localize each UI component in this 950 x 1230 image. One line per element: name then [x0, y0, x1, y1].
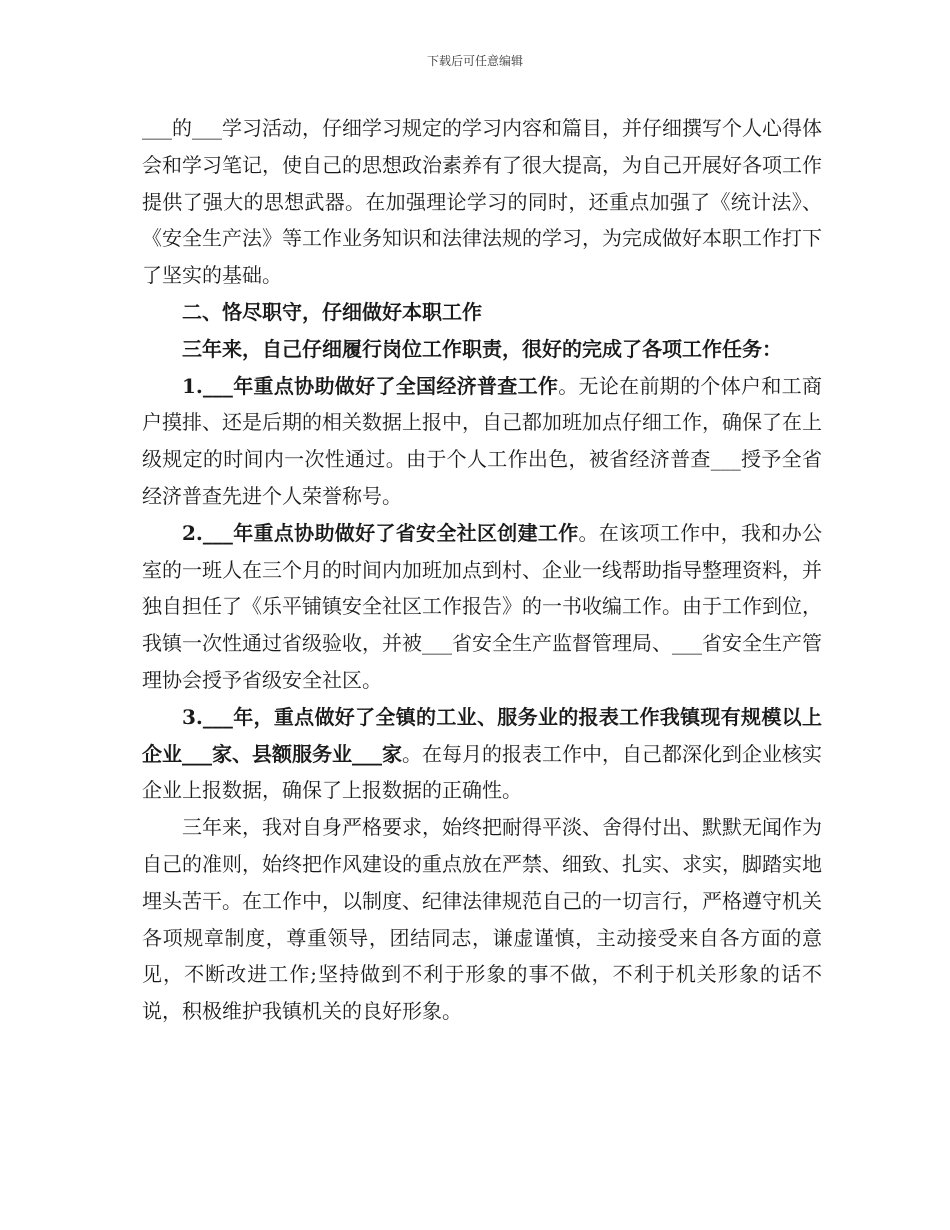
section-heading: 二、恪尽职守，仔细做好本职工作 [182, 299, 482, 324]
list-item-3-lead: 3.___年，重点做好了全镇的工业、服务业的报表工作我镇现有规模以上企业___家、县额服务业___家 [142, 704, 822, 766]
list-item-3-body: 。在每月的报表工作中，自己都深化到企业核实企业上报数据，确保了上报数据的正确性。 [142, 741, 822, 803]
list-item-1-lead: 1.___年重点协助做好了全国经济普查工作 [182, 373, 559, 398]
list-item-3 [142, 699, 822, 809]
list-item-1-body: 。无论在前期的个体户和工商户摸排、还是后期的相关数据上报中，自己都加班加点仔细工作，确保了在上级规定的时间内一次性通过。由于个人工作出色，被省经济普查___授予全省经济普查先进个人荣誉称号。 [142, 373, 822, 508]
document-body [142, 110, 822, 1030]
list-item-2-body: 。在该项工作中，我和办公室的一班人在三个月的时间内加班加点到村、企业一线帮助指导整理资料，并独自担任了《乐平铺镇安全社区工作报告》的一书收编工作。由于工作到位，我镇一次性通过省级验收，并被___省安全生产监督管理局、___省安全生产管理协会授予省级安全社区。 [142, 520, 823, 692]
list-item-2 [142, 515, 822, 699]
paragraph-conduct: 三年来，我对自身严格要求，始终把耐得平淡、舍得付出、默默无闻作为自己的准则，始终把作风建设的重点放在严禁、细致、扎实、求实，脚踏实地埋头苦干。在工作中，以制度、纪律法律规范自己的一切言行，严格遵守机关各项规章制度，尊重领导，团结同志，谦虚谨慎，主动接受来自各方面的意见，不断改进工作;坚持做到不利于形象的事不做，不利于机关形象的话不说，积极维护我镇机关的良好形象。 [142, 815, 822, 1024]
paragraph-intro: 三年来，自己仔细履行岗位工作职责，很好的完成了各项工作任务： [182, 336, 782, 361]
page-header: 下载后可任意编辑 [426, 54, 523, 68]
paragraph-study: ___的___学习活动，仔细学习规定的学习内容和篇目，并仔细撰写个人心得体会和学习笔记，使自己的思想政治素养有了很大提高，为自己开展好各项工作提供了强大的思想武器。在加强理论学习的同时，还重点加强了《统计法》、《安全生产法》等工作业务知识和法律法规的学习，为完成做好本职工作打下了坚实的基础。 [142, 116, 822, 288]
list-item-2-lead: 2.___年重点协助做好了省安全社区创建工作 [182, 520, 579, 545]
list-item-1 [142, 368, 822, 515]
